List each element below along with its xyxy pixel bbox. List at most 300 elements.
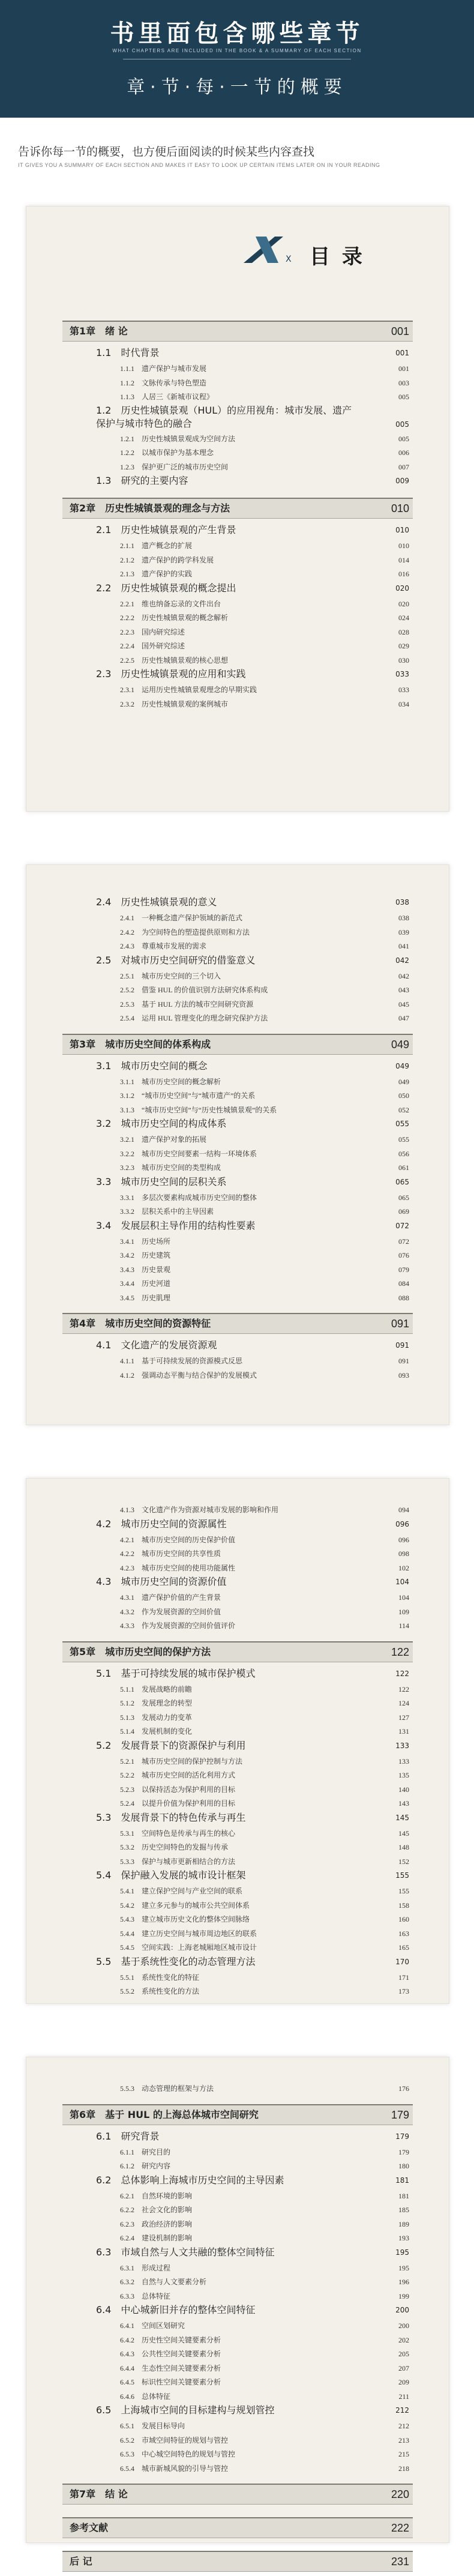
- toc-subsection-row: [62, 1898, 413, 1913]
- toc-subsection-row: [62, 1754, 413, 1769]
- toc-subsection-row: [62, 1561, 413, 1575]
- toc-subsection-row: [62, 1147, 413, 1161]
- toc-entry-number: 3.3: [96, 1175, 112, 1187]
- toc-entry-label: 尊重城市发展的需求: [142, 942, 207, 950]
- toc-subsection-row: [62, 969, 413, 983]
- toc-subsection-row: [62, 1884, 413, 1898]
- toc-entry-title: [96, 474, 188, 488]
- toc-entry-title: [120, 611, 228, 625]
- toc-entry-title: [120, 1276, 170, 1291]
- toc-entry-page: 033: [398, 686, 409, 694]
- toc-entry-number: 2.4.3: [120, 942, 134, 950]
- toc-entry-page: 195: [398, 2263, 409, 2272]
- toc-subsection-row: [62, 2275, 413, 2289]
- toc-entry-label: 城市历史空间的保护方法: [105, 1645, 211, 1658]
- toc-entry-page: 124: [398, 1699, 409, 1707]
- toc-entry-title: [70, 322, 128, 341]
- toc-entry-page: 065: [398, 1193, 409, 1202]
- toc-entry-number: 3.1: [96, 1060, 112, 1072]
- toc-subsection-row: [62, 1132, 413, 1147]
- toc-entry-title: [120, 2347, 221, 2361]
- toc-entry-page: 212: [395, 2406, 409, 2415]
- toc-entry-title: [120, 567, 192, 581]
- toc-entry-title: [120, 1754, 242, 1769]
- toc-subsection-row: [62, 390, 413, 404]
- toc-entry-number: 2.2.2: [120, 614, 134, 622]
- toc-entry-page: 049: [391, 1038, 409, 1051]
- toc-entry-number: 2.5.3: [120, 1000, 134, 1009]
- toc-entry-page: 020: [395, 584, 409, 593]
- toc-entry-label: 对城市历史空间研究的借鉴意义: [121, 954, 256, 966]
- toc-chapter-row: [62, 1313, 413, 1334]
- toc-entry-label: 历史性城镇景观的理念与方法: [105, 502, 230, 514]
- toc-entry-label: 系统性变化的方法: [142, 1987, 200, 1995]
- toc-entry-page: 133: [398, 1757, 409, 1766]
- toc-entry-title: [96, 1667, 255, 1681]
- toc-entry-title: [120, 697, 228, 711]
- toc-entry-page: 212: [398, 2422, 409, 2430]
- toc-entry-number: 4.1.2: [120, 1371, 134, 1380]
- toc-entry-label: 多层次要素构成城市历史空间的整体: [142, 1193, 257, 1202]
- toc-entry-title: [120, 1248, 170, 1262]
- toc-subsection-row: [62, 2231, 413, 2245]
- toc-entry-number: 6.2.4: [120, 2234, 134, 2242]
- toc-entry-title: [96, 953, 255, 968]
- toc-entry-page: 028: [398, 627, 409, 636]
- toc-entry-number: 第4章: [70, 1318, 96, 1329]
- toc-entry-title: [120, 1234, 170, 1249]
- toc-entry-title: [120, 2419, 185, 2433]
- toc-entry-label: 国外研究综述: [142, 642, 185, 650]
- toc-entry-label: 基于可持续发展的资源模式反思: [142, 1357, 243, 1365]
- toc-entry-number: 6.2.2: [120, 2206, 134, 2214]
- toc-entry-title: [70, 2105, 259, 2125]
- toc-subsection-row: [62, 1248, 413, 1262]
- toc-entry-page: 005: [395, 420, 409, 429]
- toc-entry-number: 2.2.3: [120, 627, 134, 636]
- toc-subsection-row: [62, 1590, 413, 1605]
- toc-entry-page: 001: [398, 364, 409, 373]
- toc-subsection-row: [62, 1103, 413, 1117]
- toc-entry-label: 历史性城镇景观的概念提出: [121, 582, 236, 594]
- toc-section-row: [62, 1059, 413, 1073]
- toc-entry-label: 社会文化的影响: [142, 2206, 193, 2214]
- toc-section-row: [62, 1219, 413, 1233]
- toc-entry-page: 096: [395, 1519, 409, 1528]
- toc-entry-label: 公共性空间关键要素分析: [142, 2350, 221, 2358]
- toc-entry-title: [120, 1970, 199, 1985]
- toc-entry-number: 3.1.3: [120, 1105, 134, 1114]
- toc-entry-number: 5.5: [96, 1955, 112, 1967]
- toc-entry-label: 形成过程: [142, 2263, 171, 2272]
- toc-entry-page: 049: [395, 1061, 409, 1070]
- toc-subsection-row: [62, 2433, 413, 2448]
- toc-entry-label: 发展动力的变革: [142, 1713, 193, 1722]
- toc-entry-title: [120, 1940, 257, 1955]
- toc-entry-page: 001: [391, 325, 409, 337]
- toc-entry-label: 历史性空间关键要素分析: [142, 2335, 221, 2344]
- toc-section-row: [62, 667, 413, 681]
- toc-entry-label: 以城市保护为基本理念: [142, 448, 214, 457]
- toc-subsection-row: [62, 2419, 413, 2433]
- toc-entry-page: 010: [395, 526, 409, 534]
- toc-entry-title: [120, 2318, 185, 2333]
- toc-entry-title: [96, 1575, 226, 1589]
- toc-entry-number: 5.4: [96, 1869, 112, 1881]
- toc-subsection-row: [62, 1696, 413, 1710]
- toc-entry-number: 第2章: [70, 502, 96, 514]
- toc-entry-page: 045: [398, 1000, 409, 1009]
- toc-entry-title: [120, 1291, 170, 1305]
- toc-section-row: [62, 2173, 413, 2188]
- toc-entry-title: [120, 2275, 206, 2289]
- toc-entry-label: 为空间特色的塑造提供原则和方法: [142, 928, 250, 937]
- toc-entry-title: [96, 1338, 217, 1353]
- toc-entry-title: [70, 499, 230, 518]
- toc-entry-label: 历史河道: [142, 1279, 171, 1288]
- toc-entry-page: 009: [395, 477, 409, 485]
- toc-entry-label: 研究背景: [121, 2130, 160, 2142]
- toc-entry-page: 131: [398, 1727, 409, 1736]
- toc-section-row: [62, 1575, 413, 1589]
- toc-entry-title: [120, 2389, 170, 2404]
- toc-entry-title: [96, 2303, 255, 2317]
- toc-entry-page: 052: [398, 1105, 409, 1114]
- toc-entry-number: 5.4.2: [120, 1901, 134, 1910]
- toc-entry-number: 3.4.2: [120, 1251, 134, 1259]
- toc-entry-label: 标识性空间关键要素分析: [142, 2378, 221, 2386]
- toc-entry-title: [120, 361, 206, 376]
- toc-entry-number: 3.2.1: [120, 1135, 134, 1144]
- toc-entry-label: 历史性城镇景观的应用和实践: [121, 668, 246, 680]
- toc-entry-page: 043: [398, 986, 409, 994]
- toc-entry-number: 5.2.3: [120, 1785, 134, 1794]
- toc-section-row: [62, 2403, 413, 2418]
- toc-entry-number: 2.2.5: [120, 656, 134, 665]
- toc-entry-number: 5.4.5: [120, 1943, 134, 1952]
- toc-entry-number: 3.3.2: [120, 1207, 134, 1216]
- toc-entry-number: 2.1.1: [120, 541, 134, 550]
- toc-entry-page: 001: [395, 349, 409, 357]
- toc-entry-label: 生态性空间关键要素分析: [142, 2363, 221, 2372]
- toc-entry-page: 140: [398, 1785, 409, 1794]
- toc-entry-page: 179: [391, 2108, 409, 2121]
- toc-entry-number: 2.3: [96, 668, 112, 680]
- toc-entry-label: 历史肌理: [142, 1293, 171, 1302]
- toc-entry-label: 历史性城镇景观成为空间方法: [142, 434, 236, 443]
- toc-entry-page: 122: [398, 1685, 409, 1694]
- toc-entry-label: 历史景观: [142, 1265, 171, 1274]
- toc-entry-title: [120, 1533, 235, 1547]
- toc-entry-title: [120, 2261, 170, 2275]
- toc-entry-title: [96, 1955, 255, 1969]
- toc-entry-number: 1.2.3: [120, 462, 134, 471]
- toc-entry-title: [120, 2289, 170, 2303]
- toc-entry-page: 109: [398, 1607, 409, 1616]
- toc-entry-title: [120, 2145, 170, 2159]
- toc-subsection-row: [62, 1854, 413, 1869]
- toc-entry-label: 动态管理的框架与方法: [142, 2084, 214, 2093]
- toc-subsection-row: [62, 911, 413, 925]
- toc-entry-number: 3.2.2: [120, 1149, 134, 1158]
- toc-scan-page-4: [26, 2057, 449, 2568]
- toc-entry-number: 5.5.2: [120, 1987, 134, 1995]
- toc-entry-title: [120, 625, 185, 639]
- toc-entry-number: 4.2: [96, 1518, 112, 1530]
- toc-section-row: [62, 2129, 413, 2144]
- toc-subsection-row: [62, 2447, 413, 2461]
- toc-section-row: [62, 404, 413, 432]
- toc-entry-label: 历史性城镇景观（HUL）的应用视角：城市发展、遗产保护与城市特色的融合: [96, 404, 352, 429]
- toc-entry-number: 3.4.1: [120, 1237, 134, 1246]
- toc-subsection-row: [62, 1075, 413, 1089]
- toc-entry-label: 城市历史空间的构成体系: [121, 1118, 227, 1129]
- toc-subsection-row: [62, 1160, 413, 1175]
- toc-chapter-row: [62, 2104, 413, 2125]
- toc-entry-title: [120, 1984, 199, 1998]
- toc-entry-page: 231: [391, 2556, 409, 2568]
- toc-entry-title: [96, 1868, 245, 1883]
- toc-section-row: [62, 581, 413, 596]
- toc-entry-number: 6.5: [96, 2404, 112, 2416]
- toc-entry-title: [120, 911, 242, 925]
- toc-entry-number: 1.2.2: [120, 448, 134, 457]
- toc-entry-title: [120, 376, 206, 390]
- toc-entry-label: 文脉传承与特色塑造: [142, 378, 207, 387]
- toc-entry-page: 213: [398, 2436, 409, 2445]
- toc-entry-number: 4.3.1: [120, 1593, 134, 1602]
- toc-entry-number: 4.2.2: [120, 1549, 134, 1558]
- toc-entry-title: [120, 432, 235, 446]
- toc-entry-title: [120, 1147, 257, 1161]
- toc-entry-page: 215: [398, 2450, 409, 2458]
- toc-entry-label: 建立保护空间与产业空间的联系: [142, 1887, 243, 1895]
- toc-entry-title: [96, 2129, 159, 2144]
- toc-entry-page: 220: [391, 2488, 409, 2500]
- toc-entry-page: 158: [398, 1901, 409, 1910]
- toc-entry-title: [70, 1642, 211, 1662]
- toc-entry-label: 基于系统性变化的动态管理方法: [121, 1955, 256, 1967]
- toc-entry-label: 建立多元参与的城市公共空间体系: [142, 1901, 250, 1910]
- toc-logo-icon: [244, 235, 299, 264]
- toc-entry-label: 一种概念遗产保护领域的新范式: [142, 914, 243, 922]
- toc-entry-number: 3.2: [96, 1118, 112, 1129]
- toc-entry-page: 039: [398, 928, 409, 937]
- toc-entry-label: 发展战略的前瞻: [142, 1685, 193, 1694]
- toc-subsection-row: [62, 1682, 413, 1697]
- toc-entry-page: 042: [398, 971, 409, 980]
- toc-entry-label: 总体特征: [142, 2392, 171, 2401]
- toc-scan-page-2: [26, 864, 449, 1425]
- toc-entry-label: 历史性城镇景观的核心思想: [142, 656, 229, 665]
- toc-entry-title: [96, 2245, 274, 2260]
- toc-subsection-row: [62, 538, 413, 553]
- toc-section-row: [62, 2245, 413, 2260]
- toc-entry-number: 1.1.3: [120, 393, 134, 401]
- toc-entry-number: 6.4.2: [120, 2335, 134, 2344]
- toc-list-3: [62, 1503, 413, 1998]
- toc-entry-page: 010: [391, 502, 409, 514]
- toc-entry-page: 029: [398, 642, 409, 650]
- toc-entry-page: 041: [398, 942, 409, 950]
- toc-entry-number: 5.1.1: [120, 1685, 134, 1694]
- toc-entry-title: [120, 1103, 277, 1117]
- toc-entry-page: 091: [398, 1357, 409, 1365]
- toc-subsection-row: [62, 1984, 413, 1998]
- toc-entry-label: 建立历史空间与城市周边地区的联系: [142, 1929, 257, 1938]
- toc-subsection-row: [62, 2461, 413, 2476]
- toc-entry-title: [96, 404, 360, 430]
- toc-entry-title: [120, 1262, 170, 1277]
- toc-subsection-row: [62, 939, 413, 953]
- toc-entry-title: [70, 1314, 211, 1333]
- toc-subsection-row: [62, 1710, 413, 1725]
- toc-subsection-row: [62, 2189, 413, 2203]
- toc-entry-page: 049: [398, 1077, 409, 1086]
- toc-entry-label: 历史性城镇景观的概念解析: [142, 614, 229, 622]
- toc-entry-label: 以提升价值为保护利用的目标: [142, 1799, 236, 1808]
- toc-entry-number: 1.2: [96, 404, 112, 416]
- toc-subsection-row: [62, 361, 413, 376]
- toc-entry-title: [120, 2433, 228, 2448]
- toc-subsection-row: [62, 460, 413, 474]
- toc-entry-label: 上海城市空间的目标建构与规划管控: [121, 2404, 275, 2416]
- toc-entry-title: [120, 1088, 255, 1103]
- toc-entry-number: 5.3.1: [120, 1829, 134, 1838]
- toc-entry-label: 文化遗产的发展资源观: [121, 1339, 217, 1351]
- toc-entry-number: 5.1.4: [120, 1727, 134, 1736]
- toc-entry-page: 065: [395, 1177, 409, 1186]
- toc-subsection-row: [62, 2333, 413, 2347]
- toc-entry-title: [96, 895, 217, 909]
- toc-entry-page: 199: [398, 2291, 409, 2300]
- toc-entry-title: [96, 1175, 226, 1189]
- toc-entry-number: 2.5.1: [120, 971, 134, 980]
- toc-subsection-row: [62, 1262, 413, 1277]
- toc-subsection-row: [62, 1796, 413, 1811]
- toc-entry-number: 6.4.5: [120, 2378, 134, 2386]
- toc-logo-letter: X: [286, 255, 292, 264]
- toc-entry-page: 038: [398, 914, 409, 922]
- header-title: 书里面包含哪些章节: [110, 20, 364, 47]
- toc-entry-label: 城市历史空间的资源特征: [105, 1318, 211, 1329]
- toc-entry-label: 保护与城市更新相结合的方法: [142, 1857, 236, 1866]
- toc-entry-number: 4.1.1: [120, 1357, 134, 1365]
- toc-entry-label: 系统性变化的特征: [142, 1973, 200, 1982]
- toc-subsection-row: [62, 2217, 413, 2231]
- toc-entry-label: 研究内容: [142, 2162, 171, 2170]
- toc-entry-number: 6.2: [96, 2174, 112, 2186]
- toc-subsection-row: [62, 1926, 413, 1941]
- toc-entry-label: 城市历史空间要素一结构一环境体系: [142, 1149, 257, 1158]
- toc-entry-page: 098: [398, 1549, 409, 1558]
- toc-entry-title: [96, 667, 245, 681]
- toc-entry-page: 155: [395, 1871, 409, 1880]
- toc-entry-label: 历史性城镇景观的案例城市: [142, 699, 229, 708]
- toc-entry-number: 2.1.2: [120, 555, 134, 564]
- toc-entry-title: [120, 1075, 221, 1089]
- toc-subsection-row: [62, 1768, 413, 1782]
- toc-entry-page: 006: [398, 448, 409, 457]
- toc-entry-page: 094: [398, 1506, 409, 1514]
- toc-entry-label: 强调动态平衡与结合保护的发展模式: [142, 1371, 257, 1380]
- toc-entry-title: [120, 1884, 242, 1898]
- toc-entry-number: 5.1.3: [120, 1713, 134, 1722]
- toc-entry-page: 127: [398, 1713, 409, 1722]
- toc-subsection-row: [62, 1011, 413, 1025]
- toc-entry-number: 3.4.3: [120, 1265, 134, 1274]
- toc-entry-number: 第5章: [70, 1645, 96, 1658]
- toc-entry-label: 人居三《新城市议程》: [142, 393, 214, 401]
- toc-chapter-row: [62, 2517, 413, 2538]
- toc-subsection-row: [62, 1354, 413, 1368]
- toc-entry-label: 发展理念的转型: [142, 1699, 193, 1707]
- toc-entry-page: 033: [395, 670, 409, 678]
- toc-subsection-row: [62, 2159, 413, 2173]
- toc-entry-page: 202: [398, 2335, 409, 2344]
- toc-entry-page: 193: [398, 2234, 409, 2242]
- toc-entry-page: 042: [395, 956, 409, 965]
- toc-entry-title: [96, 1059, 207, 1073]
- toc-entry-page: 072: [395, 1221, 409, 1230]
- toc-entry-title: [120, 1854, 235, 1869]
- toc-entry-page: 171: [398, 1973, 409, 1982]
- toc-section-row: [62, 2303, 413, 2317]
- toc-entry-label: 中心城新旧并存的整体空间特征: [121, 2304, 256, 2315]
- toc-entry-label: 运用 HUL 管理变化的理念研究保护方法: [142, 1014, 268, 1022]
- toc-section-row: [62, 523, 413, 537]
- toc-entry-page: 152: [398, 1857, 409, 1866]
- toc-entry-label: 后 记: [70, 2556, 92, 2567]
- toc-entry-page: 218: [398, 2464, 409, 2473]
- toc-section-row: [62, 346, 413, 360]
- toc-entry-page: 020: [398, 599, 409, 608]
- toc-entry-page: 200: [395, 2306, 409, 2314]
- toc-entry-page: 211: [398, 2392, 409, 2401]
- toc-entry-label: 城市历史空间的历史保护价值: [142, 1535, 236, 1544]
- toc-entry-label: 历史场所: [142, 1237, 171, 1246]
- toc-entry-label: 建设机制的影响: [142, 2234, 193, 2242]
- toc-entry-number: 4.2.3: [120, 1563, 134, 1572]
- toc-entry-label: 城市历史空间的三个切入: [142, 971, 221, 980]
- toc-subsection-row: [62, 2145, 413, 2159]
- toc-entry-title: [120, 1618, 235, 1633]
- intro-text-en: IT GIVES YOU A SUMMARY OF EACH SECTION AND MAKES IT EASY TO LOOK UP CERTAIN ITEMS LATER ON IN YOUR READING: [18, 162, 380, 168]
- toc-chapter-row: [62, 321, 413, 342]
- toc-entry-number: 2.4.1: [120, 914, 134, 922]
- toc-entry-page: 072: [398, 1237, 409, 1246]
- toc-entry-number: 1.1: [96, 347, 112, 358]
- toc-entry-title: [120, 1926, 257, 1941]
- toc-entry-label: 基于 HUL 的上海总体城市空间研究: [105, 2108, 259, 2120]
- toc-subsection-row: [62, 553, 413, 567]
- toc-entry-number: 6.2.1: [120, 2191, 134, 2200]
- toc-entry-number: 1.2.1: [120, 434, 134, 443]
- toc-entry-page: 093: [398, 1371, 409, 1380]
- toc-subsection-row: [62, 1618, 413, 1633]
- toc-entry-title: [120, 1912, 250, 1926]
- toc-entry-page: 163: [398, 1929, 409, 1938]
- toc-entry-number: 第1章: [70, 325, 96, 337]
- toc-entry-label: 空间区划研究: [142, 2321, 185, 2330]
- toc-subsection-row: [62, 2289, 413, 2303]
- toc-entry-number: 3.2.3: [120, 1163, 134, 1172]
- toc-entry-title: [120, 553, 214, 567]
- toc-entry-number: 第3章: [70, 1038, 96, 1050]
- toc-entry-page: 195: [395, 2248, 409, 2257]
- toc-entry-number: 4.1.3: [120, 1506, 134, 1514]
- toc-entry-page: 114: [398, 1621, 409, 1630]
